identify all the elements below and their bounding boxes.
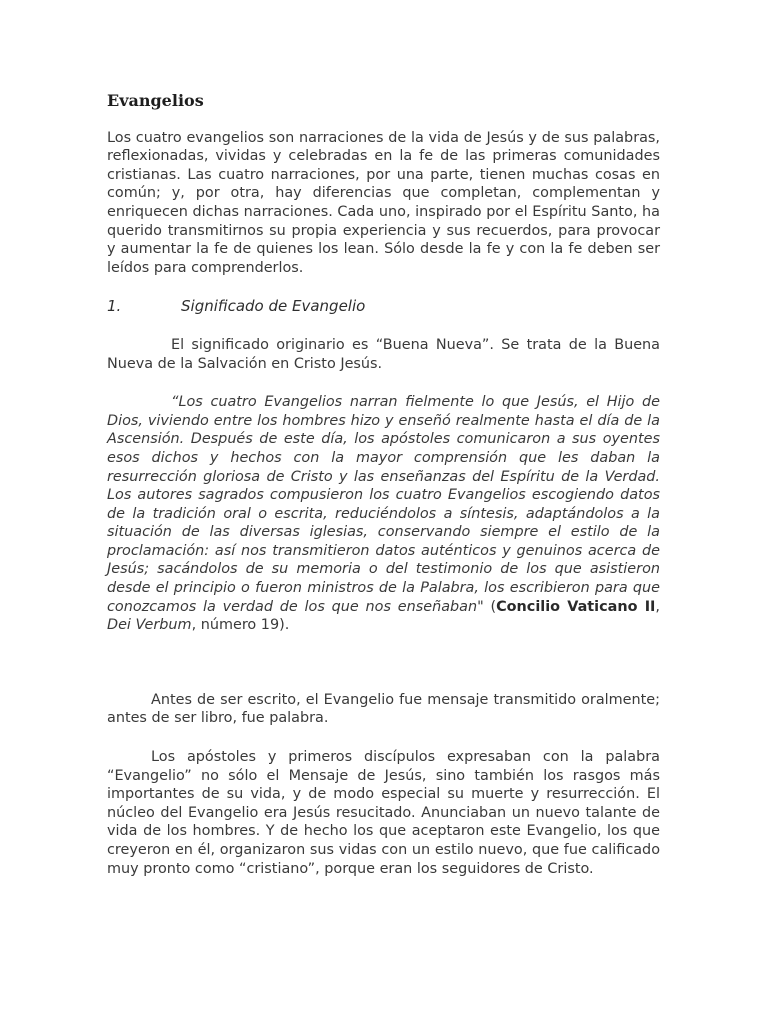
document-page <box>107 92 660 878</box>
before-paragraph: Antes de ser escrito, el Evangelio fue mensaje transmitido oralmente; antes de ser libro, fue palabra. <box>107 691 660 727</box>
quote-source: Concilio Vaticano II <box>496 598 656 615</box>
intro-paragraph: Los cuatro evangelios son narraciones de la vida de Jesús y de sus palabras, reflexionadas, vividas y celebradas en la fe de las primeras comunidades cristianas. Las cuatro narraciones, por una parte, tienen muchas cosas en común; y, por otra, hay diferencias que completan, complementan y enriquecen dichas narraciones. Cada uno, inspirado por el Espíritu Santo, ha querido transmitirnos su propia experiencia y sus recuerdos, para provocar y aumentar la fe de quienes los lean. Sólo desde la fe y con la fe deben ser leídos para comprenderlos. <box>107 129 660 276</box>
apostles-paragraph: Los apóstoles y primeros discípulos expresaban con la palabra “Evangelio” no sólo el Mensaje de Jesús, sino también los rasgos más importantes de su vida, y de modo especial su muerte y resurrección. El núcleo del Evangelio era Jesús resucitado. Anunciaban un nuevo talante de vida de los hombres. Y de hecho los que aceptaron este Evangelio, los que creyeron en él, organizaron sus vidas con un estilo nuevo, que fue calificado muy pronto como “cristiano”, porque eran los seguidores de Cristo. <box>107 749 660 877</box>
quote-comma: , <box>655 598 660 615</box>
quote-work: Dei Verbum <box>107 617 192 634</box>
section-number: 1. <box>107 297 122 316</box>
quote-paragraph <box>107 393 660 635</box>
meaning-paragraph: El significado originario es “Buena Nueva”. Se trata de la Buena Nueva de la Salvación en Cristo Jesús. <box>107 336 660 372</box>
quote-text: “Los cuatro Evangelios narran fielmente lo que Jesús, el Hijo de Dios, viviendo entre los hombres hizo y enseñó realmente hasta el día de la Ascensión. Después de este día, los apóstoles comunicaron a sus oyentes esos dichos y hechos con la mayor comprensión que les daban la resurrección gloriosa de Cristo y las enseñanzas del Espíritu de la Verdad. Los autores sagrados compusieron los cuatro Evangelios escogiendo datos de la tradición oral o escrita, reduciéndolos a síntesis, adaptándolos a la situación de las diversas iglesias, conservando siempre el estilo de la proclamación: así nos transmitieron datos auténticos y genuinos acerca de Jesús; sacándolos de su memoria o del testimonio de los que asistieron desde el principio o fueron ministros de la Palabra, los escribieron para que conozcamos la verdad de los que nos enseñaban" <box>107 394 660 615</box>
document-title: Evangelios <box>107 91 204 110</box>
section-heading <box>107 297 660 316</box>
quote-tail: , número 19). <box>191 617 290 634</box>
section-title: Significado de Evangelio <box>181 297 366 316</box>
quote-open-paren: ( <box>483 598 497 615</box>
